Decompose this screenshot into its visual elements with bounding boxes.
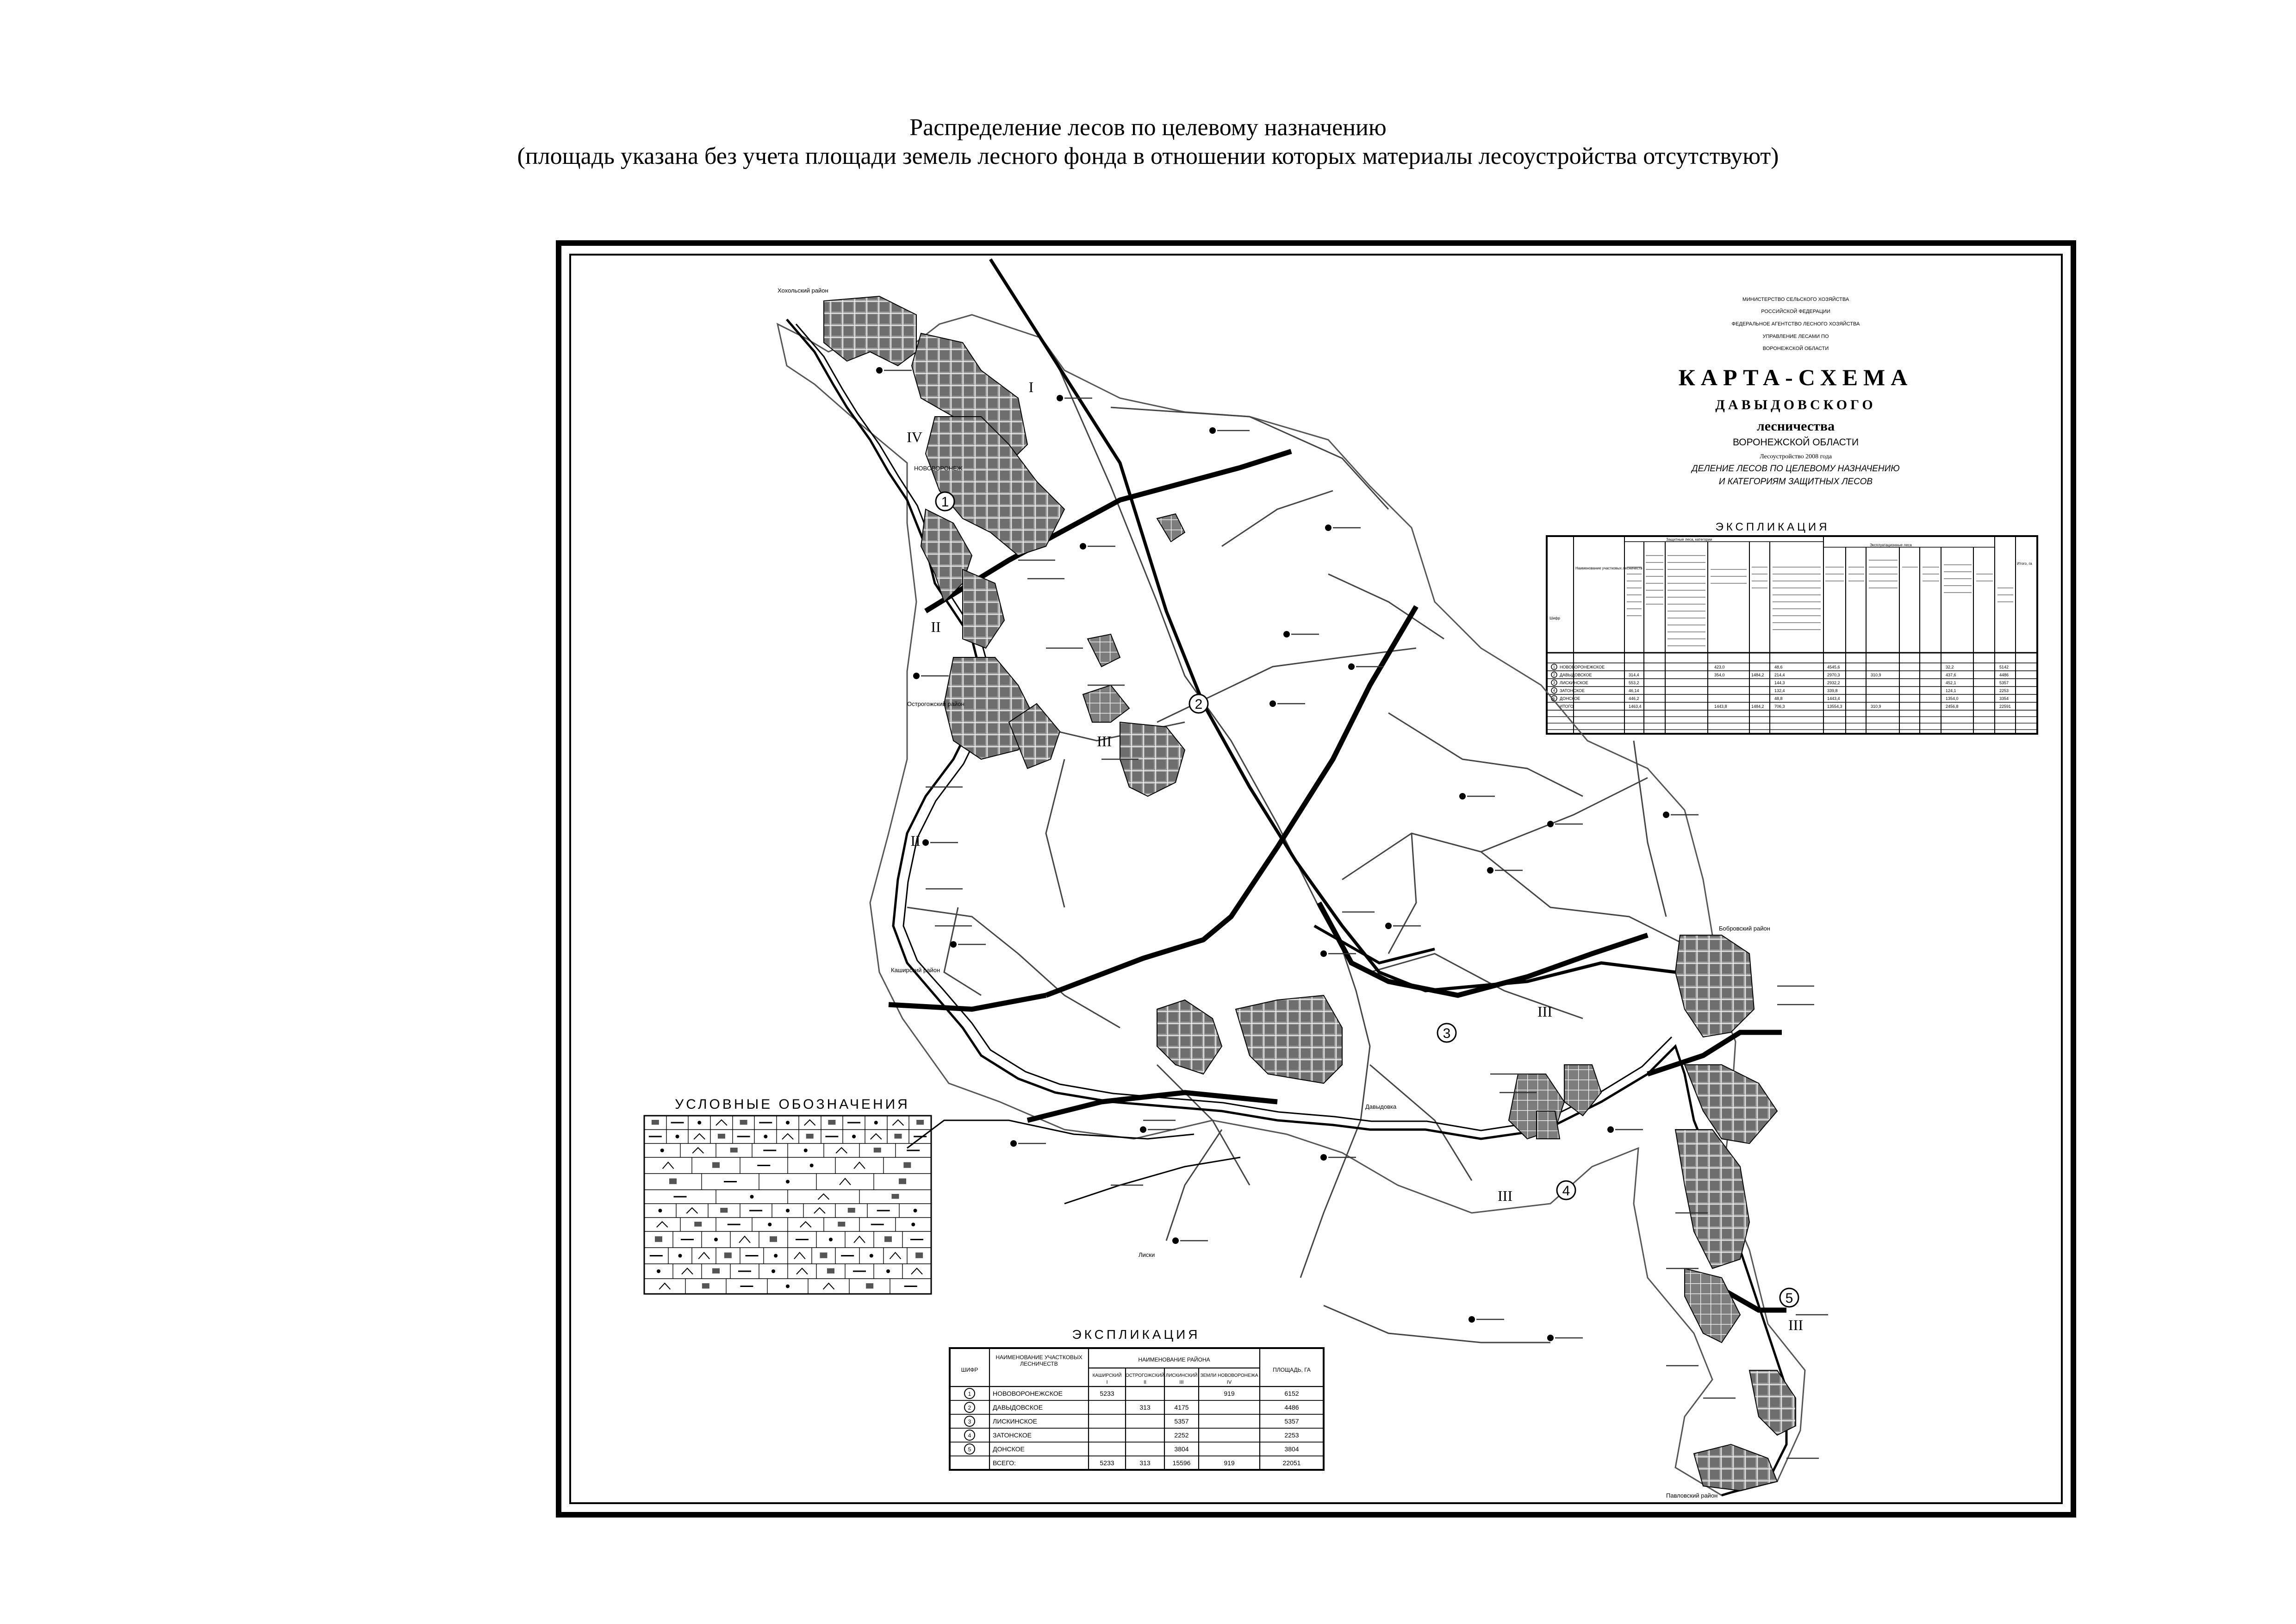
lesnich-label-4: 4 [1562, 1183, 1570, 1199]
exp-top-row-num: 2 [1553, 673, 1556, 677]
exp-top-cell: 4545,6 [1827, 665, 1840, 669]
page-title: Распределение лесов по целевому назначению [909, 114, 1387, 141]
header-federation: РОССИЙСКОЙ ФЕДЕРАЦИИ [1761, 309, 1830, 314]
exp-bottom-cell: 2252 [1174, 1431, 1189, 1439]
lesnich-2 [1189, 694, 1208, 713]
exp-top-cell: 124,1 [1946, 688, 1956, 693]
exp-top-cell: 423,0 [1714, 665, 1725, 669]
exp-top-row-name: ЛИСКИНСКОЕ [1560, 681, 1588, 685]
exp-bottom-row-num: 5 [968, 1446, 971, 1453]
exp-top-cell: 1484,2 [1751, 704, 1764, 709]
header-subtitle: ДАВЫДОВСКОГО [1715, 397, 1876, 412]
place-labels [778, 287, 1770, 1499]
lesnich-1 [936, 492, 954, 511]
exp-top-row-name: ЗАТОНСКОЕ [1560, 688, 1585, 693]
district-num-IV: IV [907, 429, 922, 445]
exp-top-cell: 132,4 [1774, 688, 1785, 693]
exp-top-cell: 13554,3 [1827, 704, 1842, 709]
header-purpose2: И КАТЕГОРИЯМ ЗАЩИТНЫХ ЛЕСОВ [1718, 477, 1873, 487]
lesnich-4 [1557, 1181, 1575, 1199]
exp-top-cell: 1463,4 [1629, 704, 1642, 709]
lesnich-label-5: 5 [1785, 1291, 1793, 1306]
exp-bottom-col-group: НАИМЕНОВАНИЕ РАЙОНА [1138, 1356, 1210, 1363]
explication-bottom-heading: ЭКСПЛИКАЦИЯ [1072, 1327, 1201, 1342]
exp-bottom-subcol: ЗЕМЛИ НОВОВОРОНЕЖА [1200, 1373, 1258, 1378]
legend-heading: УСЛОВНЫЕ ОБОЗНАЧЕНИЯ [675, 1097, 910, 1112]
exp-bottom-row-total: 6152 [1284, 1390, 1299, 1397]
district-num-III-a: III [1097, 733, 1112, 750]
exp-bottom-subnum: IV [1226, 1380, 1232, 1385]
exp-top-cell: 22591 [1999, 704, 2011, 709]
exp-bottom-subnum: III [1179, 1380, 1184, 1385]
header-year-note: Лесоустройство 2008 года [1760, 453, 1832, 460]
district-num-II-a: II [931, 618, 941, 635]
exp-top-col-total: Итого, га [2017, 562, 2032, 566]
header-department: УПРАВЛЕНИЕ ЛЕСАМИ ПО [1762, 334, 1829, 339]
exp-top-cell: 446,2 [1629, 696, 1639, 701]
header-subtitle2: лесничества [1756, 418, 1835, 434]
exp-top-cell: 2970,3 [1827, 673, 1840, 677]
exp-top-col-protective: Защитные леса, категории [1666, 537, 1712, 542]
header-agency: ФЕДЕРАЛЬНОЕ АГЕНТСТВО ЛЕСНОГО ХОЗЯЙСТВА [1731, 321, 1860, 327]
exp-top-cell: 314,4 [1629, 673, 1639, 677]
roads [907, 259, 1685, 1343]
district-num-II-b: II [910, 832, 921, 849]
exp-top-cell: 339,8 [1827, 688, 1838, 693]
exp-top-row-name: ИТОГО [1560, 704, 1574, 709]
place-kashirsky: Каширский район [891, 967, 940, 974]
exp-top-row-name: ДАВЫДОВСКОЕ [1560, 673, 1592, 677]
map-body [778, 259, 1828, 1499]
place-davydovka: Давыдовка [1365, 1103, 1397, 1110]
place-khokholsky: Хохольский район [778, 287, 828, 294]
exp-bottom-cell: 5233 [1100, 1459, 1114, 1467]
exp-bottom-row-num: 1 [968, 1391, 971, 1397]
header-region: ВОРОНЕЖСКОЙ ОБЛАСТИ [1732, 437, 1859, 448]
exp-top-cell: 4486 [1999, 673, 2009, 677]
exp-bottom-row-name: ЛИСКИНСКОЕ [993, 1418, 1038, 1425]
exp-top-row-num: 4 [1553, 688, 1556, 693]
exp-bottom-row-total: 3804 [1284, 1445, 1299, 1453]
exp-bottom-row-total: 5357 [1284, 1418, 1299, 1425]
exp-top-cell: 310,9 [1871, 673, 1881, 677]
exp-top-cell: 2253 [1999, 688, 2009, 693]
exp-bottom-row-total: 2253 [1284, 1431, 1299, 1439]
lesnich-label-3: 3 [1443, 1026, 1451, 1041]
exp-bottom-row-name: ДАВЫДОВСКОЕ [993, 1404, 1043, 1411]
exp-bottom-col-code: ШИФР [961, 1367, 978, 1373]
exp-bottom-subcol: ЛИСКИНСКИЙ [1165, 1373, 1198, 1378]
exp-top-row-num: 3 [1553, 681, 1556, 685]
place-liski: Лиски [1139, 1251, 1155, 1258]
exp-bottom-subcol: КАШИРСКИЙ [1092, 1373, 1122, 1378]
exp-bottom-cell: 4175 [1174, 1404, 1189, 1411]
exp-top-cell: 1484,2 [1751, 673, 1764, 677]
exp-bottom-cell: 313 [1139, 1404, 1151, 1411]
district-num-III-d: III [1788, 1317, 1803, 1333]
exp-top-cell: 437,6 [1946, 673, 1956, 677]
exp-bottom-cell: 5233 [1100, 1390, 1114, 1397]
exp-bottom-subnum: I [1106, 1380, 1108, 1385]
place-pavlovsky: Павловский район [1666, 1492, 1718, 1499]
exp-top-row-name: ДОНСКОЕ [1560, 696, 1580, 701]
exp-bottom-row-num: 4 [968, 1432, 971, 1439]
exp-bottom-cell: 919 [1224, 1459, 1235, 1467]
explication-bottom [950, 1327, 1324, 1470]
exp-top-cell: 354,0 [1714, 673, 1725, 677]
map-frame-outer [559, 243, 2073, 1515]
exp-bottom-row-name: ДОНСКОЕ [993, 1445, 1025, 1453]
map-header [1679, 296, 1913, 487]
exp-top-cell: 310,9 [1871, 704, 1881, 709]
exp-top-cell: 5357 [1999, 681, 2009, 685]
exp-bottom-col-total: ПЛОЩАДЬ, ГА [1273, 1367, 1311, 1373]
exp-bottom-subnum: II [1143, 1380, 1147, 1385]
exp-top-cell: 5142 [1999, 665, 2009, 669]
exp-bottom-cell: 3804 [1174, 1445, 1189, 1453]
exp-top-row-name: НОВОВОРОНЕЖСКОЕ [1560, 665, 1605, 669]
exp-bottom-row-num: 3 [968, 1418, 971, 1425]
exp-top-cell: 3354 [1999, 696, 2009, 701]
exp-top-cell: 1443,8 [1714, 704, 1727, 709]
exp-bottom-subcol: ОСТРОГОЖСКИЙ [1126, 1373, 1164, 1378]
header-ministry: МИНИСТЕРСТВО СЕЛЬСКОГО ХОЗЯЙСТВА [1742, 297, 1849, 302]
exp-top-col-name: Наименование участковых лесничеств [1575, 566, 1643, 570]
exp-bottom-col-name: НАИМЕНОВАНИЕ УЧАСТКОВЫХ ЛЕСНИЧЕСТВ [996, 1354, 1083, 1367]
exp-top-cell: 214,4 [1774, 673, 1785, 677]
page-subtitle: (площадь указана без учета площади земель лесного фонда в отношении которых материалы лесоустройства отсутствуют) [517, 143, 1779, 169]
explication-top [1547, 521, 2037, 734]
explication-top-heading: ЭКСПЛИКАЦИЯ [1715, 521, 1830, 533]
district-num-III-c: III [1498, 1187, 1512, 1204]
exp-bottom-cell: 15596 [1172, 1459, 1191, 1467]
lesnich-5 [1780, 1288, 1798, 1307]
exp-bottom-cell: 5357 [1174, 1418, 1189, 1425]
lesnich-3 [1437, 1024, 1456, 1042]
district-num-III-b: III [1537, 1003, 1552, 1020]
exp-bottom-row-name: ЗАТОНСКОЕ [993, 1431, 1032, 1439]
exp-top-cell: 46,14 [1629, 688, 1639, 693]
exp-top-col-code: Шифр [1549, 616, 1560, 620]
exp-top-cell: 553,2 [1629, 681, 1639, 685]
legend [644, 1097, 931, 1294]
exp-top-col-exploit: Эксплуатационные леса [1870, 543, 1912, 547]
header-purpose1: ДЕЛЕНИЕ ЛЕСОВ ПО ЦЕЛЕВОМУ НАЗНАЧЕНИЮ [1692, 464, 1900, 474]
territory-outline [778, 315, 1805, 1495]
river-don [787, 319, 1786, 1495]
exp-top-cell: 2932,2 [1827, 681, 1840, 685]
exp-top-cell: 2456,8 [1946, 704, 1959, 709]
forest-blocks [824, 296, 1796, 1491]
exp-top-cell: 706,3 [1774, 704, 1785, 709]
exp-top-cell: 48,6 [1774, 665, 1783, 669]
exp-bottom-row-total: 22051 [1282, 1459, 1301, 1467]
exp-top-cell: 1354,0 [1946, 696, 1959, 701]
district-num-I: I [1028, 379, 1034, 395]
place-ostrogozhsky: Острогожский район [907, 700, 964, 707]
exp-top-cell: 32,2 [1946, 665, 1954, 669]
header-title: КАРТА-СХЕМА [1678, 364, 1913, 390]
exp-bottom-cell: 919 [1224, 1390, 1235, 1397]
exp-bottom-cell: 313 [1139, 1459, 1151, 1467]
place-novovoronezh: НОВОВОРОНЕЖ [914, 465, 963, 472]
exp-bottom-row-total: 4486 [1284, 1404, 1299, 1411]
exp-bottom-row-name: ВСЕГО: [993, 1459, 1016, 1467]
exp-bottom-row-name: НОВОВОРОНЕЖСКОЕ [993, 1390, 1063, 1397]
header-oblast-upper: ВОРОНЕЖСКОЙ ОБЛАСТИ [1762, 346, 1829, 351]
exp-bottom-row-num: 2 [968, 1405, 971, 1411]
exp-top-cell: 144,3 [1774, 681, 1785, 685]
exp-top-row-num: 1 [1553, 665, 1556, 669]
lesnich-label-1: 1 [941, 494, 949, 510]
exp-top-cell: 452,1 [1946, 681, 1956, 685]
exp-top-cell: 1443,4 [1827, 696, 1840, 701]
place-bobrovsky: Бобровский район [1719, 925, 1770, 932]
exp-top-row-num: 5 [1553, 696, 1556, 701]
lesnich-label-2: 2 [1195, 697, 1203, 712]
exp-top-cell: 48,8 [1774, 696, 1783, 701]
